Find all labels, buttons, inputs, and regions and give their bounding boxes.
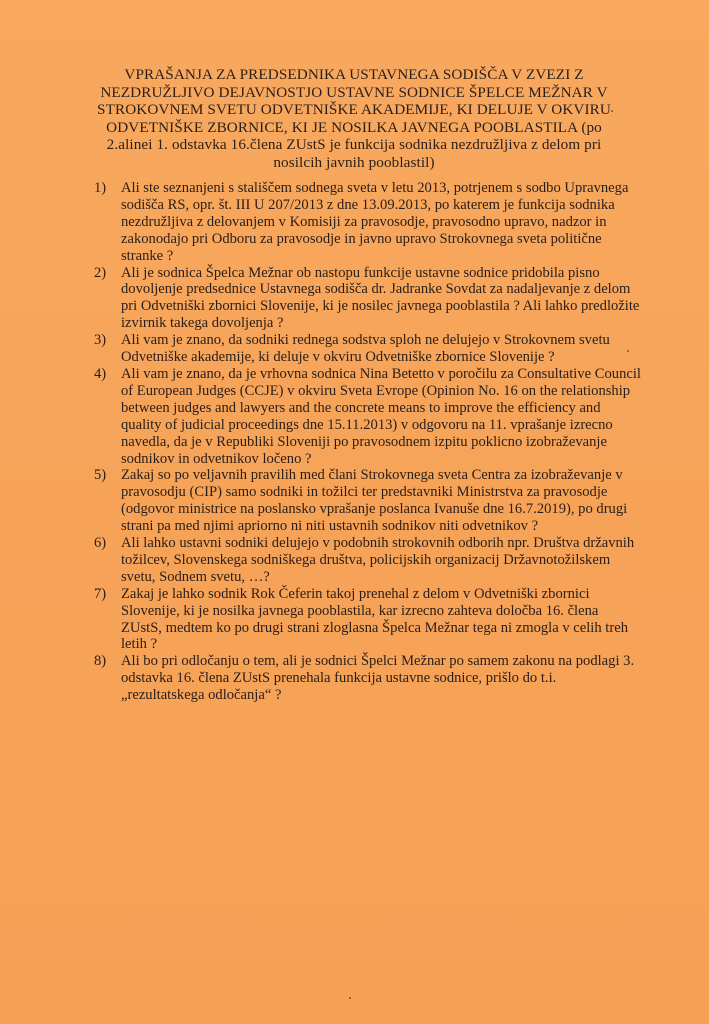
document-title-note: (po 2.alinei 1. odstavka 16.člena ZUstS je funkcija sodnika nezdružljiva z delom pri nosilcih javnih pooblastil) [106,118,602,171]
question-number: 3) [94,332,107,349]
question-number: 7) [94,585,107,602]
question-item [94,332,642,366]
document-title: VPRAŠANJA ZA PREDSEDNIKA USTAVNEGA SODIŠČA V ZVEZI Z NEZDRUŽLJIVO DEJAVNOSTJO USTAVNE SODNICE ŠPELCE MEŽNAR V STROKOVNEM SVETU ODVETNIŠKE AKADEMIJE, KI DELUJE V OKVIRU ODVETNIŠKE ZBORNICE, KI JE NOSILKA JAVNEGA POOBLASTILA [97,66,611,136]
paper-speck [349,997,351,999]
question-number: 6) [94,535,107,552]
question-item [94,467,642,535]
question-number: 5) [94,467,107,484]
question-text: Zakaj so po veljavnih pravilih med člani Strokovnega sveta Centra za izobraževanje v pravosodju (CIP) samo sodniki in tožilci ter predstavniki Ministrstva za pravosodje (odgovor ministrice na poslansko vprašanje poslanca Ivanuše dne 16.7.2019), po drugi strani pa med njimi apriorno ni niti ustavnih sodnikov niti odvetnikov ? [121,467,628,535]
paper-speck [627,350,629,352]
document-title-block [84,66,624,171]
question-item [94,366,642,467]
question-text: Ali ste seznanjeni s stališčem sodnega sveta v letu 2013, potrjenem s sodbo Upravnega sodišča RS, opr. št. III U 207/2013 z dne 13.09.2013, po katerem je funkcija sodnika nezdružljiva z delovanjem v Komisiji za pravosodje, pravosodno upravo, nadzor in zakonodajo pri Odboru za pravosodje in javno upravo Strokovnega sveta politične stranke ? [121,180,629,264]
question-text: Ali vam je znano, da je vrhovna sodnica Nina Betetto v poročilu za Consultative Council of European Judges (CCJE) v okviru Sveta Evrope (Opinion No. 16 on the relationship between judges and lawyers and the concrete means to improve the efficiency and quality of judicial proceedings dne 15.11.2013) v odgovoru na 11. vprašanje izrecno navedla, da je v Republiki Sloveniji po pravosodnem izpitu poklicno izobraževanje sodnikov in odvetnikov ločeno ? [121,365,641,467]
question-item [94,535,642,586]
paper-speck [611,110,613,112]
question-text: Zakaj je lahko sodnik Rok Čeferin takoj prenehal z delom v Odvetniški zbornici Slovenije, ki je nosilka javnega pooblastila, kar izrecno zahteva določba 16. člena ZUstS, medtem ko po drugi strani zloglasna Špelca Mežnar tega ni zmogla v celih treh letih ? [121,585,628,653]
question-number: 4) [94,365,107,382]
question-item [94,586,642,654]
question-item [94,265,642,333]
question-item [94,180,642,265]
question-number: 1) [94,180,107,196]
question-number: 2) [94,264,107,281]
question-text: Ali vam je znano, da sodniki rednega sodstva sploh ne delujejo v Strokovnem svetu Odvetniške akademije, ki deluje v okviru Odvetniške zbornice Slovenije ? [121,332,610,366]
question-text: Ali lahko ustavni sodniki delujejo v podobnih strokovnih odborih npr. Društva državnih tožilcev, Slovenskega sodniškega društva, policijskih organizacij Državnotožilskem svetu, Sodnem svetu, …? [121,535,635,585]
question-list [94,180,642,704]
question-text: Ali bo pri odločanju o tem, ali je sodnici Špelci Mežnar po samem zakonu na podlagi 3. odstavka 16. člena ZUstS prenehala funkcija ustavne sodnice, prišlo do t.i. „rezultatskega odločanja“ ? [121,653,635,704]
question-text: Ali je sodnica Špelca Mežnar ob nastopu funkcije ustavne sodnice pridobila pisno dovoljenje predsednice Ustavnega sodišča dr. Jadranke Sovdat za nadaljevanje z delom pri Odvetniški zbornici Slovenije, ki je nosilec javnega pooblastila ? Ali lahko predložite izvirnik takega dovoljenja ? [121,264,640,332]
question-number: 8) [94,653,107,670]
question-item [94,653,642,704]
